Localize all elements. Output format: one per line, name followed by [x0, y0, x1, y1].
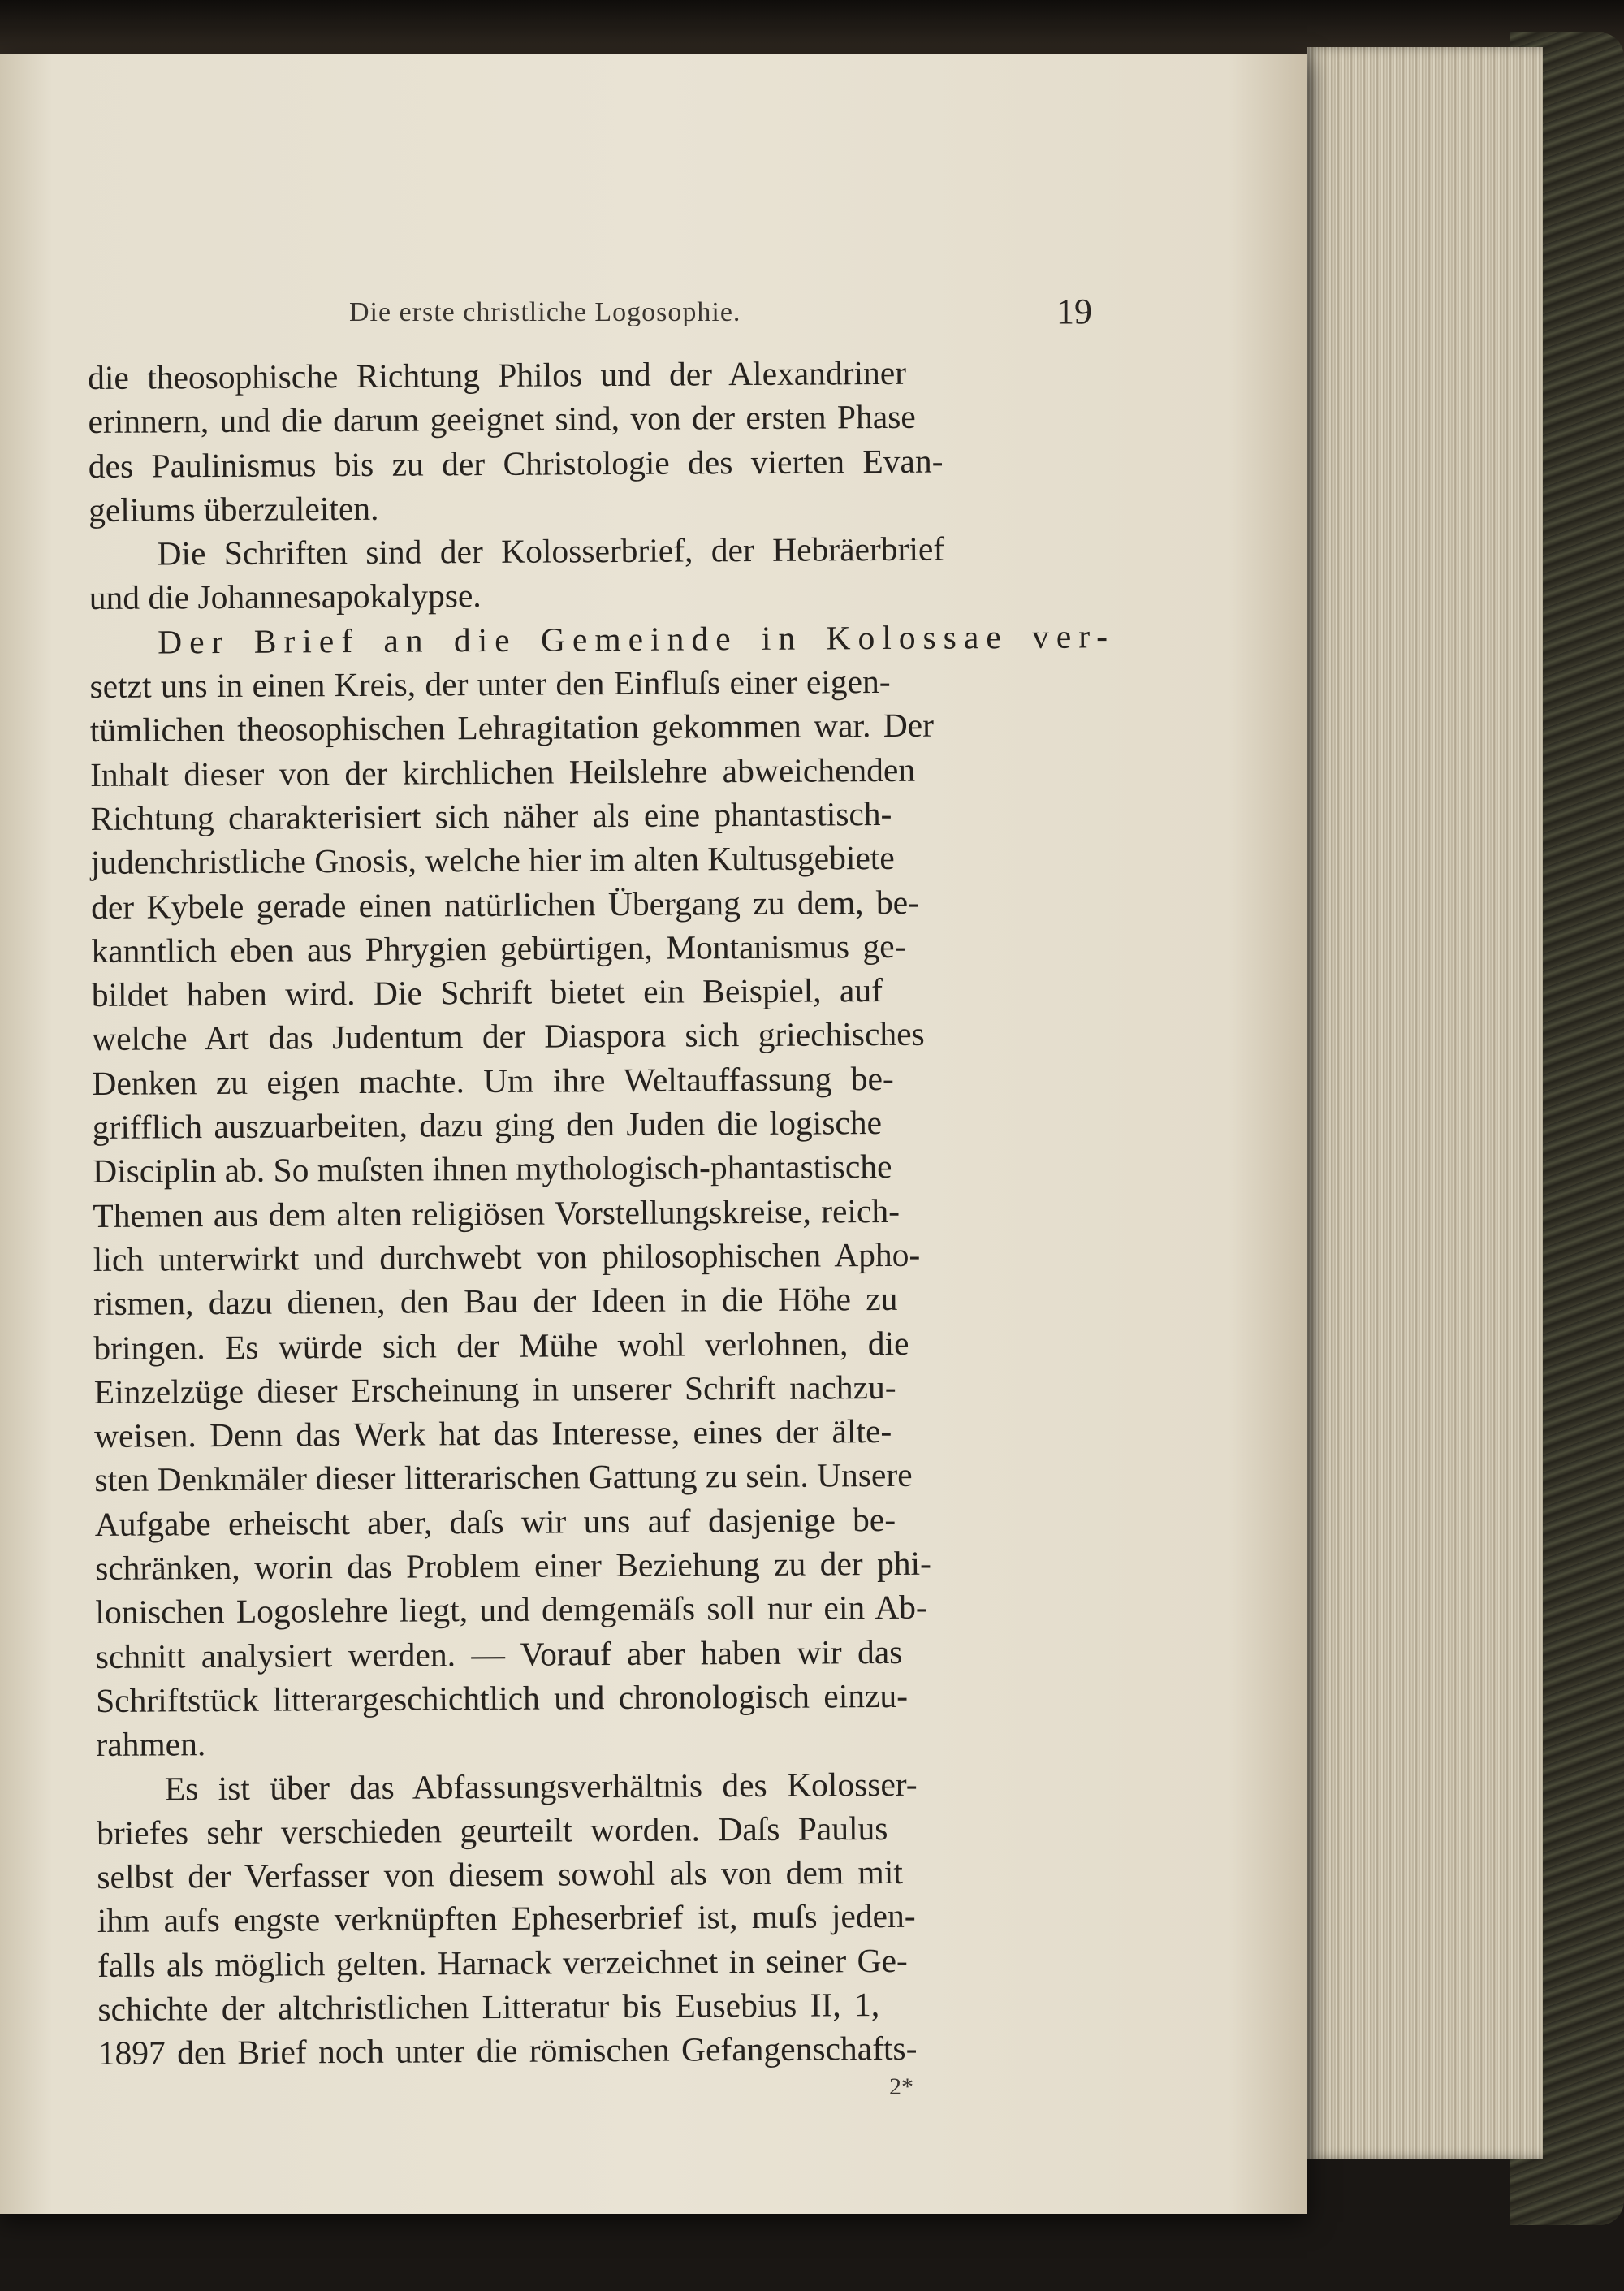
text-line: bringen. Es würde sich der Mühe wohl verlohnen, die [93, 1324, 909, 1367]
text-line: 1897 den Brief noch unter die römischen Gefangenschafts- [97, 2029, 918, 2073]
text-line: schränken, worin das Problem einer Beziehung zu der phi- [94, 1544, 932, 1587]
text-line: Die Schriften sind der Kolosserbrief, der Hebräerbrief [157, 530, 945, 573]
signature-mark: 2* [889, 2073, 914, 2100]
running-title: Die erste christliche Logosophie. [349, 297, 741, 327]
text-line: Inhalt dieser von der kirchlichen Heilslehre abweichenden [90, 750, 916, 793]
text-line: Aufgabe erheischt aber, daſs wir uns auf dasjenige be- [94, 1500, 896, 1543]
page-number: 19 [1056, 292, 1092, 331]
text-line: judenchristliche Gnosis, welche hier im alten Kultusgebiete [90, 839, 895, 882]
body-text [88, 350, 1116, 2076]
text-line: lonischen Logoslehre liegt, und demgemäſs soll nur ein Ab- [95, 1589, 927, 1632]
text-line: Themen aus dem alten religiösen Vorstellungskreise, reich- [93, 1191, 901, 1234]
text-line: Es ist über das Abfassungsverhältnis des Kolosser- [164, 1765, 918, 1807]
text-line: briefes sehr verschieden geurteilt worden. Daſs Paulus [96, 1809, 888, 1852]
text-line: ihm aufs engste verknüpften Epheserbrief ist, muſs jeden- [97, 1897, 916, 1940]
page-block-edge [1307, 47, 1543, 2159]
text-line: des Paulinismus bis zu der Christologie des vierten Evan- [88, 442, 944, 485]
text-line: kanntlich eben aus Phrygien gebürtigen, Montanismus ge- [91, 927, 906, 970]
text-line: erinnern, und die darum geeignet sind, von der ersten Phase [88, 398, 916, 441]
text-line: Richtung charakterisiert sich näher als eine phantastisch- [90, 794, 892, 837]
text-line: Einzelzüge dieser Erscheinung in unserer Schrift nachzu- [93, 1368, 896, 1411]
text-line: schichte der altchristlichen Litteratur bis Eusebius II, 1, [97, 1986, 880, 2028]
text-line: und die Johannesapokalypse. [89, 577, 482, 617]
text-line: grifflich auszuarbeiten, dazu ging den Juden die logische [92, 1104, 883, 1147]
text-line: weisen. Denn das Werk hat das Interesse, eines der älte- [93, 1412, 892, 1455]
book-page [0, 54, 1307, 2214]
text-line: Schriftstück litterargeschichtlich und chronologisch einzu- [95, 1676, 909, 1719]
text-line: Disciplin ab. So muſsten ihnen mythologisch-phantastische [92, 1148, 892, 1191]
text-line: setzt uns in einen Kreis, der unter den Einfluſs einer eigen- [89, 663, 891, 706]
text-line: der Kybele gerade einen natürlichen Übergang zu dem, be- [91, 883, 920, 926]
text-line: geliums überzuleiten. [89, 489, 379, 529]
text-line: tümlichen theosophischen Lehragitation gekommen war. Der [89, 707, 935, 750]
text-line: welche Art das Judentum der Diaspora sich griechisches [91, 1015, 925, 1058]
text-line: schnitt analysiert werden. — Vorauf aber haben wir das [95, 1632, 903, 1675]
text-line: sten Denkmäler dieser litterarischen Gattung zu sein. Unsere [94, 1456, 913, 1499]
text-line: rismen, dazu dienen, den Bau der Ideen in die Höhe zu [93, 1280, 898, 1323]
text-line: lich unterwirkt und durchwebt von philosophischen Apho- [93, 1235, 921, 1278]
text-line: selbst der Verfasser von diesem sowohl als von dem mit [97, 1852, 903, 1896]
text-line: Der Brief an die Gemeinde in Kolossae ver- [158, 617, 1116, 661]
text-line: Denken zu eigen machte. Um ihre Weltauffassung be- [92, 1059, 894, 1102]
text-line: die theosophische Richtung Philos und der Alexandriner [88, 353, 907, 396]
text-line: falls als möglich gelten. Harnack verzeichnet in seiner Ge- [97, 1941, 908, 1984]
text-line: rahmen. [96, 1725, 206, 1764]
text-line: bildet haben wird. Die Schrift bietet ein Beispiel, auf [91, 971, 883, 1014]
